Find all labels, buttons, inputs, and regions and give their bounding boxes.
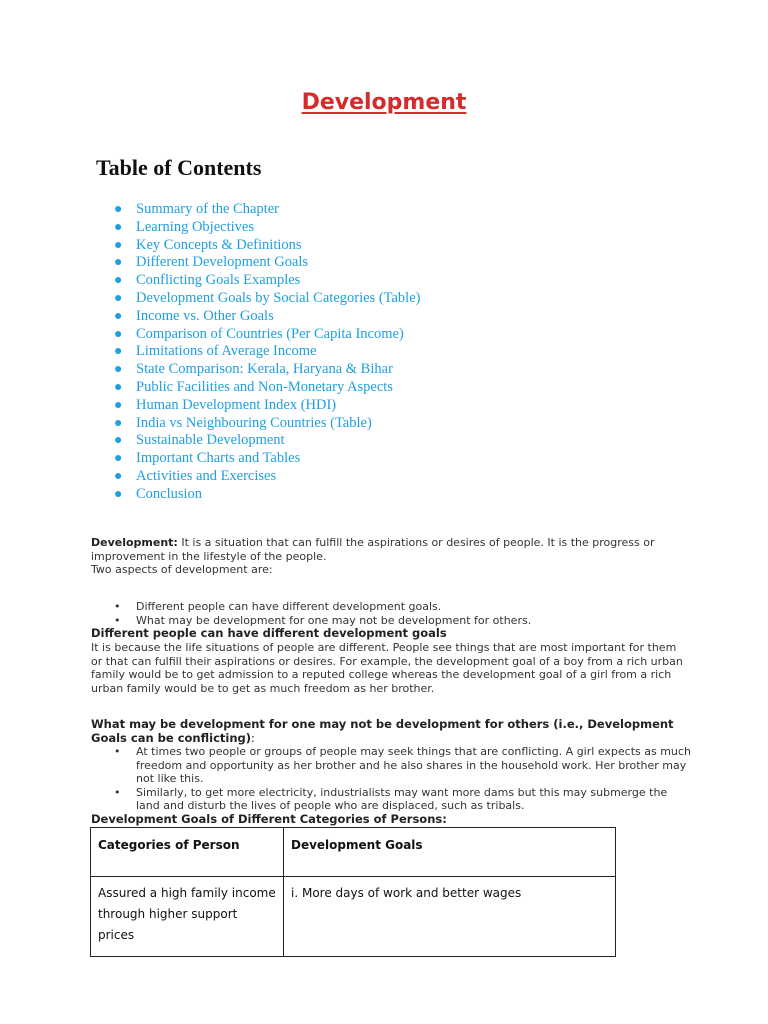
table-row [91,877,616,957]
toc-item[interactable] [114,450,420,468]
bullet-icon: ● [114,273,123,289]
toc-link[interactable]: Different Development Goals [136,254,309,271]
toc-link[interactable]: Human Development Index (HDI) [136,396,337,413]
toc-item[interactable] [114,290,420,308]
toc-link[interactable]: Important Charts and Tables [136,450,301,467]
bullet-icon: ● [114,379,123,395]
list-item: • What may be development for one may not be development for others. [114,613,532,627]
section-heading: What may be development for one may not be development for others (i.e., Development Goals can be conflicting): [91,717,674,745]
goals-table [90,827,616,957]
bullet-icon: ● [114,255,123,271]
definition-text: It is a situation that can fulfill the aspirations or desires of people. It is the progress or improvement in the lifestyle of the people. [91,536,655,563]
toc-link[interactable]: Income vs. Other Goals [136,307,274,324]
toc-item[interactable] [114,201,420,219]
bullet-icon: ● [114,326,123,342]
bullet-icon: • [114,613,121,627]
toc-heading: Table of Contents [96,155,262,180]
table-cell: i. More days of work and better wages [284,877,616,957]
toc-link[interactable]: Comparison of Countries (Per Capita Income) [136,325,404,342]
toc-item[interactable] [114,254,420,272]
bullet-icon: • [114,600,121,613]
toc-link[interactable]: India vs Neighbouring Countries (Table) [136,414,372,431]
bullet-icon: ● [114,486,123,502]
bullet-icon: ● [114,202,123,217]
list-item: • Similarly, to get more electricity, industrialists may want more dams but this may submerge the land and disturb the lives of people who are displaced, such as tribals. [114,785,668,813]
toc-link[interactable]: State Comparison: Kerala, Haryana & Bihar [136,361,393,378]
toc-item[interactable] [114,361,420,379]
table-caption: Development Goals of Different Categories of Persons: [91,812,447,826]
toc-item[interactable] [114,486,420,504]
toc-item[interactable] [114,468,420,486]
table-header: Categories of Person [91,828,284,877]
toc-item[interactable] [114,397,420,415]
bullet-icon: ● [114,468,123,484]
toc-item[interactable] [114,272,420,290]
definition-term: Development: [91,536,178,549]
toc-link[interactable]: Activities and Exercises [136,467,277,484]
bullet-icon: ● [114,415,123,431]
bullet-icon: ● [114,237,123,253]
bullet-icon: ● [114,219,123,235]
bullet-icon: • [114,745,121,758]
toc-item[interactable] [114,415,420,433]
toc-link[interactable]: Conclusion [136,485,203,502]
bullet-icon: ● [114,451,123,467]
bullet-icon: ● [114,344,123,360]
aspects-list [112,600,692,627]
bullet-icon: ● [114,362,123,378]
bullet-icon: • [114,785,121,799]
toc-link[interactable]: Sustainable Development [136,432,285,449]
toc-link[interactable]: Conflicting Goals Examples [136,272,301,289]
toc-link[interactable]: Public Facilities and Non-Monetary Aspects [136,378,393,395]
toc-item[interactable] [114,379,420,397]
toc-link[interactable]: Learning Objectives [136,218,254,235]
section-heading: Different people can have different development goals [91,626,447,640]
table-cell: Assured a high family income through higher support prices [91,877,284,957]
toc-item[interactable] [114,326,420,344]
toc-link[interactable]: Key Concepts & Definitions [136,236,302,253]
aspects-intro: Two aspects of development are: [91,563,273,577]
toc-item[interactable] [114,308,420,326]
toc-item[interactable] [114,432,420,450]
table-header-row [91,828,616,877]
bullet-icon: ● [114,397,123,413]
section-paragraph: It is because the life situations of people are different. People see things that are most important for them or that can fulfill their aspirations or desires. For example, the development goal of a boy from a rich urban family would be to get admission to a reputed college whereas the development goal of a girl from a rich urban family would be to get as much freedom as her brother. [91,641,683,695]
toc-item[interactable] [114,343,420,361]
table-header: Development Goals [284,828,616,877]
document-title: Development [301,90,467,115]
table-of-contents [114,201,420,504]
conflict-list [112,745,692,813]
toc-link[interactable]: Development Goals by Social Categories (Table) [136,289,421,306]
toc-item[interactable] [114,219,420,237]
list-item: • At times two people or groups of people may seek things that are conflicting. A girl expects as much freedom and opportunity as her brother and he also shares in the household work. Her brother may not like this. [114,745,691,786]
bullet-icon: ● [114,290,123,306]
list-item: • Different people can have different development goals. [114,600,442,613]
toc-link[interactable]: Limitations of Average Income [136,343,317,360]
definition-paragraph [91,536,691,577]
toc-link[interactable]: Summary of the Chapter [136,201,279,217]
bullet-icon: ● [114,433,123,449]
bullet-icon: ● [114,308,123,324]
toc-item[interactable] [114,237,420,255]
